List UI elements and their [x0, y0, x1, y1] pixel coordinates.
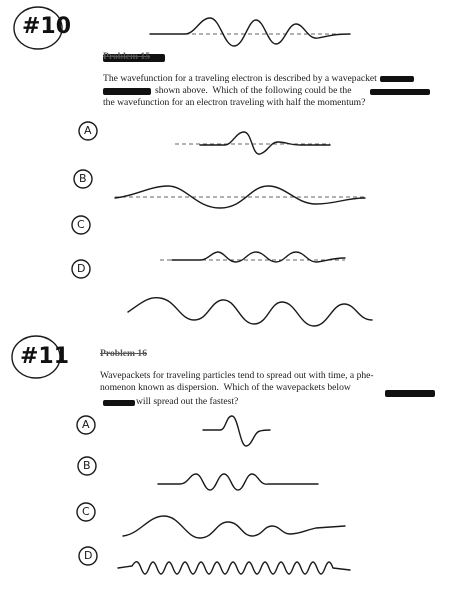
problem-10-title: Problem 15	[103, 51, 150, 62]
p10-option-a-label: A	[84, 124, 92, 137]
p11-option-d-label: D	[84, 549, 93, 562]
p11-option-a-label: A	[82, 418, 90, 431]
problem-11-title: Problem 16	[100, 348, 147, 359]
reference-wavepacket	[150, 18, 350, 46]
problem-11-text-line-3: will spread out the fastest?	[136, 396, 239, 407]
p11-option-c-wave	[123, 516, 345, 538]
problem-10-text-line-2: shown above. Which of the following could be the	[155, 85, 352, 96]
problem-11-text-line-2: nomenon known as dispersion. Which of the wavepackets below	[100, 382, 351, 393]
p10-option-d-label: D	[77, 262, 86, 275]
p11-option-c-label: C	[82, 505, 90, 518]
problem-11-text-line-1: Wavepackets for traveling particles tend to spread out with time, a phe-	[100, 370, 374, 381]
p11-option-b-wave	[158, 474, 318, 490]
problem-11-number: #11	[20, 344, 70, 369]
problem-10-text-line-3: the wavefunction for an electron traveling with half the momentum?	[103, 97, 366, 108]
p11-option-a-wave	[203, 416, 270, 446]
p11-option-d-wave	[118, 562, 350, 574]
p10-option-c-label: C	[77, 218, 85, 231]
p10-option-b-wave	[115, 186, 365, 208]
p10-option-d-wave	[160, 252, 345, 262]
p10-option-b-label: B	[79, 172, 87, 185]
problem-10-number: #10	[22, 14, 72, 39]
p11-option-b-label: B	[83, 459, 91, 472]
p10-extra-wave	[128, 298, 372, 326]
p10-option-a-wave	[175, 132, 330, 154]
problem-10-text-line-1: The wavefunction for a traveling electron is described by a wavepacket	[103, 73, 377, 84]
